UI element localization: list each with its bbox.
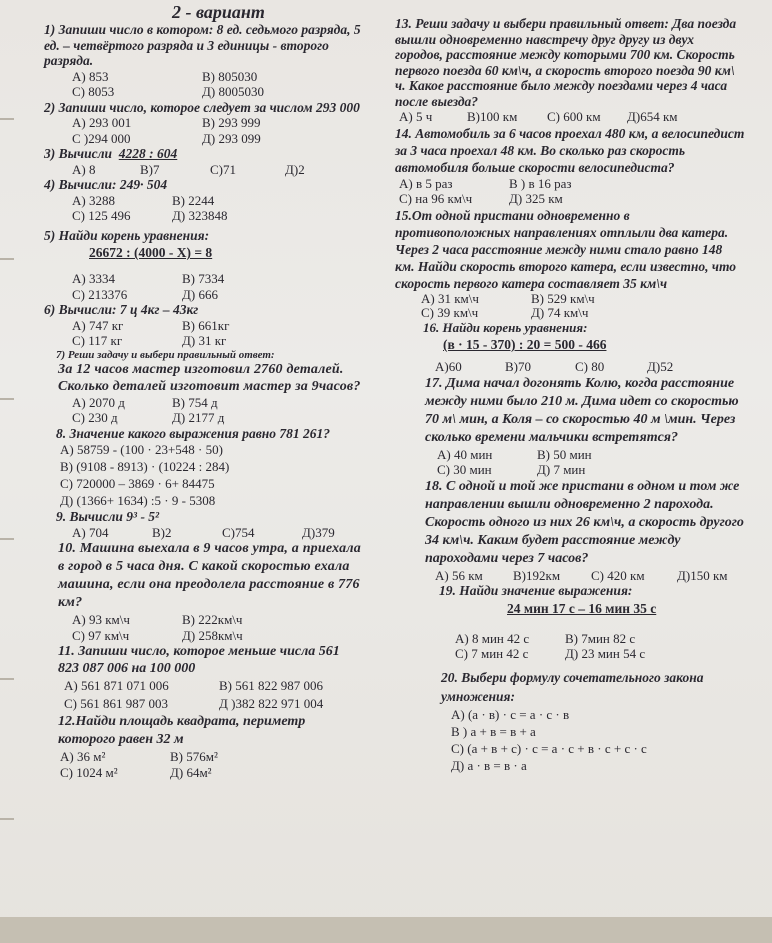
question-6: 6) Вычисли: 7 ц 4кг – 43кг: [44, 302, 199, 317]
option: Д) 293 099: [202, 130, 261, 146]
option: А) 853: [72, 68, 109, 84]
option: А) 704: [72, 524, 109, 540]
question-16: 16. Найди корень уравнения:: [423, 319, 588, 335]
option: А) 40 мин: [437, 446, 493, 462]
option: Д )382 822 971 004: [219, 696, 324, 711]
option: Д)150 км: [677, 567, 728, 583]
option: А) 747 кг: [72, 317, 124, 333]
option: С) 30 мин: [437, 462, 492, 477]
option: В) 7мин 82 с: [565, 630, 636, 646]
question-7: За 12 часов мастер изготовил 2760 деталей. Сколько деталей изготовит мастер за 9часов?: [58, 361, 361, 394]
question-20: 20. Выбери формулу сочетательного закона умножения:: [441, 669, 704, 704]
question-1: 1) Запиши число в котором: 8 ед. седьмого разряда, 5 ед. – четвёртого разряда и 3 единицы - второго разряда.: [44, 22, 361, 68]
option: А) 93 км\ч: [72, 612, 130, 627]
answer-options-12: [60, 749, 362, 780]
question-7-instruction: 7) Реши задачу и выбери правильный ответ:: [56, 348, 275, 361]
question-9: 9. Вычисли 9³ - 5²: [56, 509, 160, 524]
question-19: 19. Найди значение выражения:: [439, 583, 633, 598]
option: С) 1024 м²: [60, 764, 118, 780]
question-4: 4) Вычисли: 249· 504: [44, 177, 168, 192]
option: В) 2244: [172, 192, 215, 208]
answer-options-13: [399, 109, 745, 125]
option: А) 561 871 071 006: [64, 678, 169, 693]
option: В) 529 км\ч: [531, 290, 595, 306]
question-18: 18. С одной и той же пристани в одном и том же направлении вышли одновременно 2 парохода. Скорость одного из них 26 км\ч, а скорость другого 34 км\ч. Каким будет расстояние между пароходами через 7 часов?: [425, 478, 744, 566]
option: В)100 км: [467, 109, 518, 124]
question-8: 8. Значение какого выражения равно 781 261?: [56, 425, 331, 441]
option: А) 8: [72, 161, 96, 177]
question-3: [44, 146, 362, 162]
option: Д) а · в = в · а: [451, 757, 527, 773]
option: С) 230 д: [72, 410, 118, 425]
expression-list: [60, 441, 362, 509]
answer-options-18: [435, 568, 745, 584]
option: В) 561 822 987 006: [219, 678, 323, 693]
option: Д) 666: [182, 286, 218, 302]
answer-options-10: [72, 612, 362, 643]
option: В) 661кг: [182, 317, 230, 333]
question-10: 10. Машина выехала в 9 часов утра, а приехала в город в 5 часа дня. С какой скоростью ехала машина, если она преодолела расстояние в 776 км?: [58, 541, 361, 610]
option: А) 2070 д: [72, 394, 125, 410]
option: В) 805030: [202, 68, 258, 84]
option: Д) 31 кг: [182, 333, 227, 348]
question-17: 17. Дима начал догонять Колю, когда расстояние между ними было 210 м. Дима идет со скоростью 70 м\ мин, а Коля – со скоростью 40 м \мин. Через сколько времени мальчики встретятся?: [425, 375, 739, 445]
option: А)60: [435, 359, 462, 374]
option: Д) 64м²: [170, 764, 212, 780]
answer-options-17: [437, 447, 745, 478]
option: А) (а · в) · с = а · с · в: [451, 706, 570, 722]
answer-options-1: [72, 69, 362, 100]
option: С) 600 км: [547, 109, 601, 124]
option: В) (9108 - 8913) · (10224 : 284): [60, 459, 230, 474]
option: А) 293 001: [72, 115, 132, 130]
option: А) 3288: [72, 192, 115, 208]
option: Д) 258км\ч: [182, 627, 243, 643]
answer-options-3: [72, 162, 362, 178]
option: Д)52: [647, 359, 674, 374]
option: Д)379: [302, 524, 335, 540]
option: С) 213376: [72, 286, 128, 302]
option: Д) 325 км: [509, 191, 563, 206]
option: С) 720000 – 3869 · 6+ 84475: [60, 476, 215, 491]
answer-options-7: [72, 395, 362, 426]
option: С) 80: [575, 359, 605, 374]
answer-options-16: [435, 359, 745, 375]
option: С) 561 861 987 003: [64, 696, 168, 711]
option: Д) (1366+ 1634) :5 · 9 - 5308: [60, 493, 216, 508]
equation: 26672 : (4000 - Х) = 8: [89, 245, 213, 260]
option: В) 7334: [182, 271, 225, 286]
question-text: 3) Вычисли: [44, 146, 113, 161]
answer-options-15: [421, 292, 745, 320]
option: С) 97 км\ч: [72, 627, 130, 643]
expression: 4228 : 604: [118, 146, 178, 161]
option: В) 50 мин: [537, 446, 592, 462]
answer-options-6: [72, 318, 362, 349]
option: Д) 8005030: [202, 84, 264, 99]
option: В) 576м²: [170, 749, 218, 764]
question-5: 5) Найди корень уравнения:: [44, 227, 210, 243]
answer-options-9: [72, 525, 362, 541]
option: А) 58759 - (100 · 23+548 · 50): [60, 442, 223, 457]
answer-options-14: [399, 176, 745, 207]
option: А) 3334: [72, 271, 115, 286]
answer-options-2: [72, 115, 362, 146]
option: С) 39 км\ч: [421, 304, 479, 320]
option: Д) 7 мин: [537, 462, 586, 477]
answer-options-4: [72, 193, 362, 224]
answer-options-5: [72, 271, 362, 302]
option: Д) 323848: [172, 208, 228, 223]
option: А) 5 ч: [399, 109, 433, 124]
question-11: 11. Запиши число, которое меньше числа 561 823 087 006 на 100 000: [58, 644, 340, 676]
answer-options-19: [455, 631, 745, 662]
option: С )294 000: [72, 130, 131, 146]
formula-list: [451, 706, 745, 774]
option: Д) 23 мин 54 с: [565, 646, 646, 661]
option: В ) а + в = в + а: [451, 723, 536, 739]
option: В)7: [140, 161, 160, 177]
question-12: 12.Найди площадь квадрата, периметр которого равен 32 м: [58, 714, 306, 747]
option: А) 8 мин 42 с: [455, 630, 530, 646]
option: В ) в 16 раз: [509, 175, 572, 191]
option: Д) 74 км\ч: [531, 304, 589, 320]
option: Д) 2177 д: [172, 410, 225, 425]
option: С) на 96 км\ч: [399, 191, 473, 206]
option: В) 293 999: [202, 115, 261, 130]
option: С) 420 км: [591, 567, 645, 583]
option: А) 56 км: [435, 567, 483, 583]
option: С)71: [210, 161, 236, 177]
option: Д)654 км: [627, 109, 678, 124]
option: А) 36 м²: [60, 749, 106, 764]
question-14: 14. Автомобиль за 6 часов проехал 480 км, а велосипедист за 3 часа проехал 48 км. Во сколько раз скорость автомобиля больше скорости велосипедиста?: [395, 125, 745, 175]
option: Д)2: [285, 161, 305, 177]
option: С) 8053: [72, 84, 115, 99]
option: В) 222км\ч: [182, 612, 243, 627]
expression: 24 мин 17 с – 16 мин 35 с: [507, 600, 657, 616]
option: С)754: [222, 524, 255, 540]
option: В)192км: [513, 567, 561, 583]
answer-options-11: [64, 677, 362, 713]
option: В)2: [152, 524, 172, 540]
option: В) 754 д: [172, 394, 218, 410]
question-2: 2) Запиши число, которое следует за числом 293 000: [44, 99, 360, 115]
option: С) 117 кг: [72, 333, 123, 348]
option: С) (а + в + с) · с = а · с + в · с + с · с: [451, 740, 647, 756]
equation: (в · 15 - 370) : 20 = 500 - 466: [443, 337, 607, 352]
option: С) 125 496: [72, 208, 131, 223]
option: С) 7 мин 42 с: [455, 646, 529, 661]
right-column: [395, 16, 745, 774]
question-13: 13. Реши задачу и выбери правильный ответ: Два поезда вышли одновременно навстречу друг другу из двух городов, расстояние между которыми 700 км. Скорость первого поезда 60 км\ч, а скорость второго поезда 90 км\ ч. Какое расстояние было между поездами через 4 часа после выезда?: [395, 16, 737, 109]
option: В)70: [505, 359, 531, 374]
page-title: 2 - вариант: [172, 2, 265, 22]
question-15: 15.От одной пристани одновременно в противоположных направлениях отплыли два катера. Через 2 часа расстояние между ними стало равно 148 км. Найди скорость второго катера, если известно, что скорость первого катера составляет 35 км\ч: [395, 207, 737, 291]
left-column: [44, 22, 362, 780]
option: А) 31 км\ч: [421, 290, 479, 306]
option: А) в 5 раз: [399, 175, 453, 191]
desk-surface: [0, 917, 772, 943]
